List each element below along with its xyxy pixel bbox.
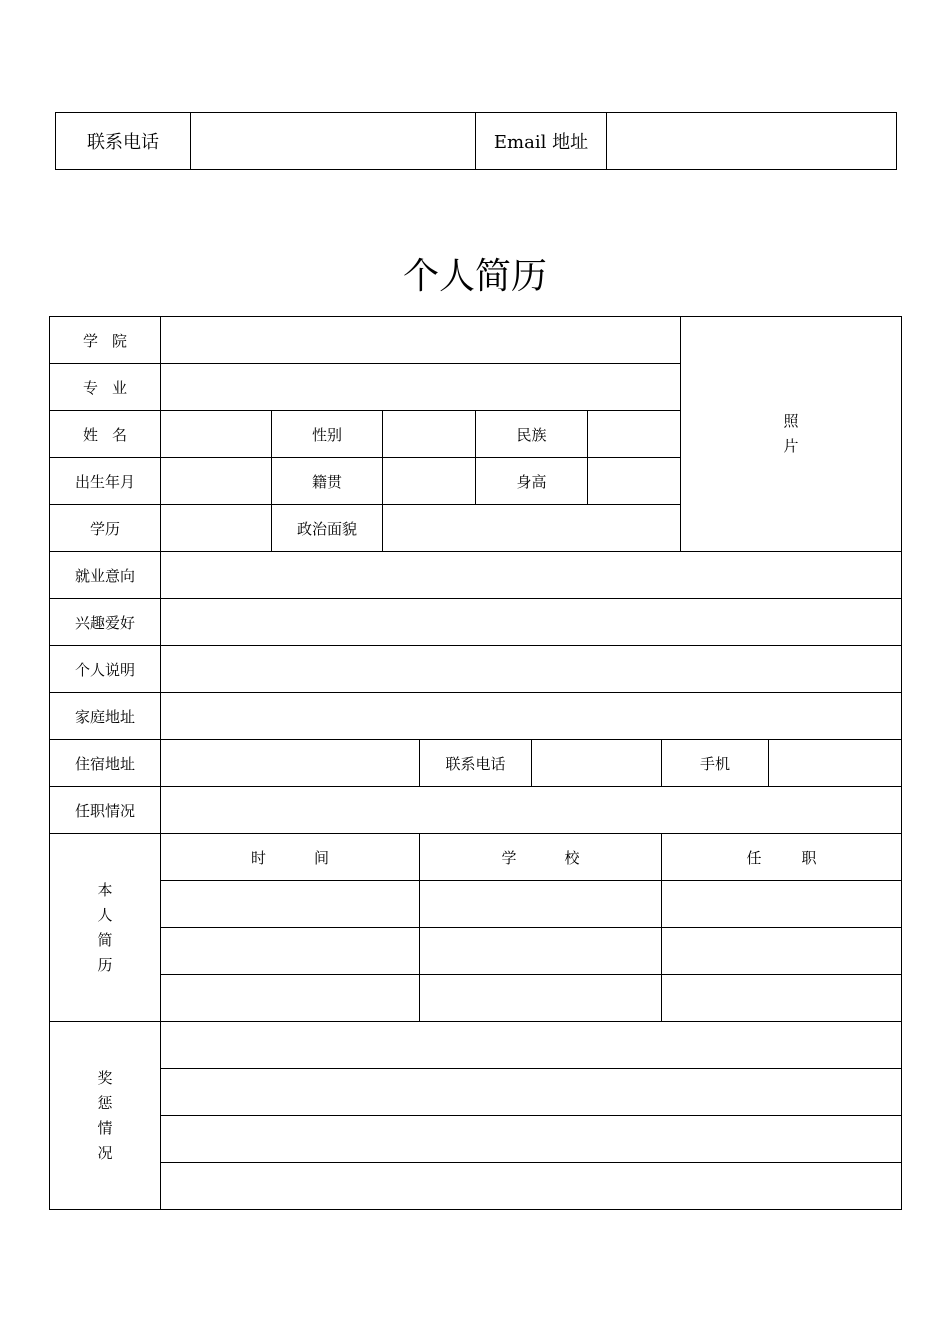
job-intention-field[interactable] [161, 552, 902, 599]
height-field[interactable] [588, 458, 681, 505]
personal-statement-field[interactable] [161, 646, 902, 693]
phone-label: 联系电话 [56, 113, 191, 170]
photo-label: 照片 [783, 412, 799, 455]
phone-field[interactable] [191, 113, 476, 170]
name-field[interactable] [161, 411, 272, 458]
school-header: 学 校 [420, 834, 662, 881]
gender-label: 性别 [272, 411, 383, 458]
contact-phone-label: 联系电话 [420, 740, 532, 787]
resume-section-label: 本人简历 [50, 834, 161, 1022]
college-field[interactable] [161, 317, 681, 364]
awards-line[interactable] [161, 1116, 902, 1163]
ethnicity-field[interactable] [588, 411, 681, 458]
email-field[interactable] [607, 113, 897, 170]
political-status-label: 政治面貌 [272, 505, 383, 552]
resume-time-cell[interactable] [161, 881, 420, 928]
native-place-field[interactable] [383, 458, 476, 505]
resume-time-cell[interactable] [161, 928, 420, 975]
native-place-label: 籍贯 [272, 458, 383, 505]
photo-box[interactable] [681, 317, 902, 552]
personal-statement-label: 个人说明 [50, 646, 161, 693]
resume-position-cell[interactable] [662, 881, 902, 928]
job-intention-label: 就业意向 [50, 552, 161, 599]
political-status-field[interactable] [383, 505, 681, 552]
positions-label: 任职情况 [50, 787, 161, 834]
position-header: 任 职 [662, 834, 902, 881]
resume-school-cell[interactable] [420, 881, 662, 928]
mobile-label: 手机 [662, 740, 769, 787]
education-label: 学历 [50, 505, 161, 552]
page-title: 个人简历 [402, 256, 547, 297]
mobile-field[interactable] [769, 740, 902, 787]
home-address-field[interactable] [161, 693, 902, 740]
height-label: 身高 [476, 458, 588, 505]
major-label: 专 业 [50, 364, 161, 411]
time-header: 时 间 [161, 834, 420, 881]
dorm-address-field[interactable] [161, 740, 420, 787]
resume-form-table [49, 316, 902, 1210]
email-label: Email 地址 [476, 113, 607, 170]
gender-field[interactable] [383, 411, 476, 458]
resume-position-cell[interactable] [662, 928, 902, 975]
home-address-label: 家庭地址 [50, 693, 161, 740]
hobbies-label: 兴趣爱好 [50, 599, 161, 646]
education-field[interactable] [161, 505, 272, 552]
resume-school-cell[interactable] [420, 928, 662, 975]
birth-field[interactable] [161, 458, 272, 505]
contact-table [55, 112, 897, 170]
resume-position-cell[interactable] [662, 975, 902, 1022]
awards-line[interactable] [161, 1022, 902, 1069]
resume-school-cell[interactable] [420, 975, 662, 1022]
name-label: 姓 名 [50, 411, 161, 458]
dorm-address-label: 住宿地址 [50, 740, 161, 787]
resume-time-cell[interactable] [161, 975, 420, 1022]
contact-phone-field[interactable] [532, 740, 662, 787]
birth-label: 出生年月 [50, 458, 161, 505]
awards-line[interactable] [161, 1069, 902, 1116]
positions-field[interactable] [161, 787, 902, 834]
college-label: 学 院 [50, 317, 161, 364]
hobbies-field[interactable] [161, 599, 902, 646]
ethnicity-label: 民族 [476, 411, 588, 458]
major-field[interactable] [161, 364, 681, 411]
awards-line[interactable] [161, 1163, 902, 1210]
awards-section-label: 奖惩情况 [50, 1022, 161, 1210]
